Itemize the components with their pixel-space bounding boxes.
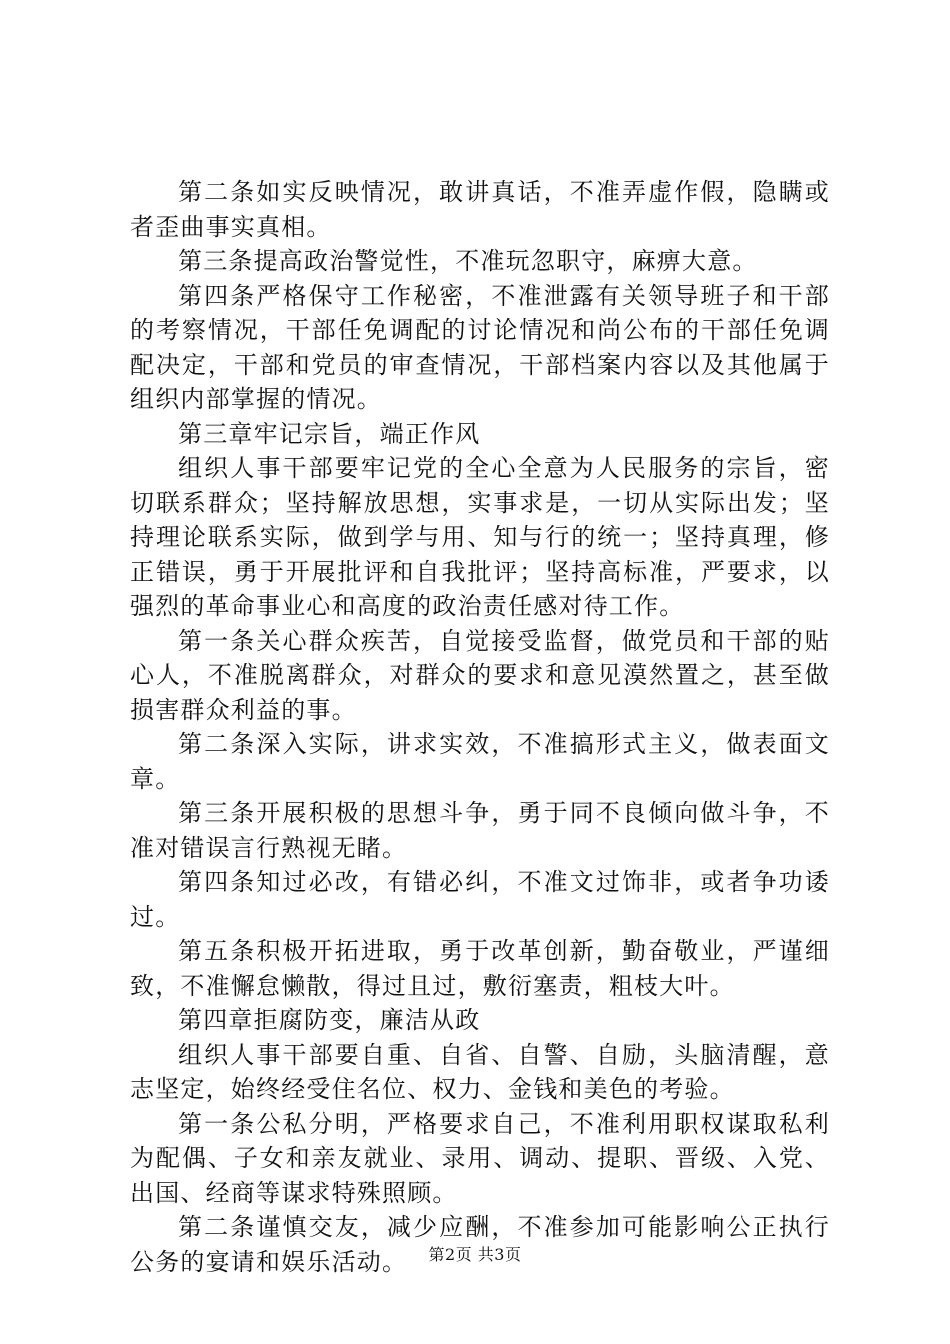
- chapter-3-intro: 组织人事干部要牢记党的全心全意为人民服务的宗旨，密切联系群众；坚持解放思想，实事求是，一切从实际出发；坚持理论联系实际，做到学与用、知与行的统一；坚持真理，修正错误，勇于开展批评和自我批评；坚持高标准，严要求，以强烈的革命事业心和高度的政治责任感对待工作。: [130, 454, 830, 620]
- paragraph-ch3-article-2: 第二条深入实际，讲求实效，不准搞形式主义，做表面文章。: [130, 730, 830, 793]
- document-body: [130, 175, 830, 1279]
- paragraph-article-2: 第二条如实反映情况，敢讲真话，不准弄虚作假，隐瞒或者歪曲事实真相。: [130, 178, 830, 241]
- chapter-4-heading: 第四章拒腐防变，廉洁从政: [178, 1006, 481, 1034]
- paragraph-article-3: 第三条提高政治警觉性，不准玩忽职守，麻痹大意。: [178, 247, 758, 275]
- paragraph-ch4-article-2: 第二条谨慎交友，减少应酬，不准参加可能影响公正执行公务的宴请和娱乐活动。: [130, 1213, 830, 1276]
- paragraph-ch3-article-1: 第一条关心群众疾苦，自觉接受监督，做党员和干部的贴心人，不准脱离群众，对群众的要求和意见漠然置之，甚至做损害群众利益的事。: [130, 626, 830, 724]
- paragraph-article-4: 第四条严格保守工作秘密，不准泄露有关领导班子和干部的考察情况，干部任免调配的讨论情况和尚公布的干部任免调配决定，干部和党员的审查情况，干部档案内容以及其他属于组织内部掌握的情况。: [130, 281, 830, 413]
- paragraph-ch3-article-5: 第五条积极开拓进取，勇于改革创新，勤奋敬业，严谨细致，不准懈怠懒散，得过且过，敷衍塞责，粗枝大叶。: [130, 937, 830, 1000]
- paragraph-ch3-article-3: 第三条开展积极的思想斗争，勇于同不良倾向做斗争，不准对错误言行熟视无睹。: [130, 799, 830, 862]
- paragraph-ch3-article-4: 第四条知过必改，有错必纠，不准文过饰非，或者争功诿过。: [130, 868, 830, 931]
- chapter-4-intro: 组织人事干部要自重、自省、自警、自励，头脑清醒，意志坚定，始终经受住名位、权力、金钱和美色的考验。: [130, 1040, 830, 1103]
- chapter-3-heading: 第三章牢记宗旨，端正作风: [178, 419, 481, 448]
- page-number-footer: 第2页 共3页: [428, 1245, 522, 1264]
- paragraph-ch4-article-1: 第一条公私分明，严格要求自己，不准利用职权谋取私利为配偶、子女和亲友就业、录用、调动、提职、晋级、入党、出国、经商等谋求特殊照顾。: [130, 1109, 830, 1207]
